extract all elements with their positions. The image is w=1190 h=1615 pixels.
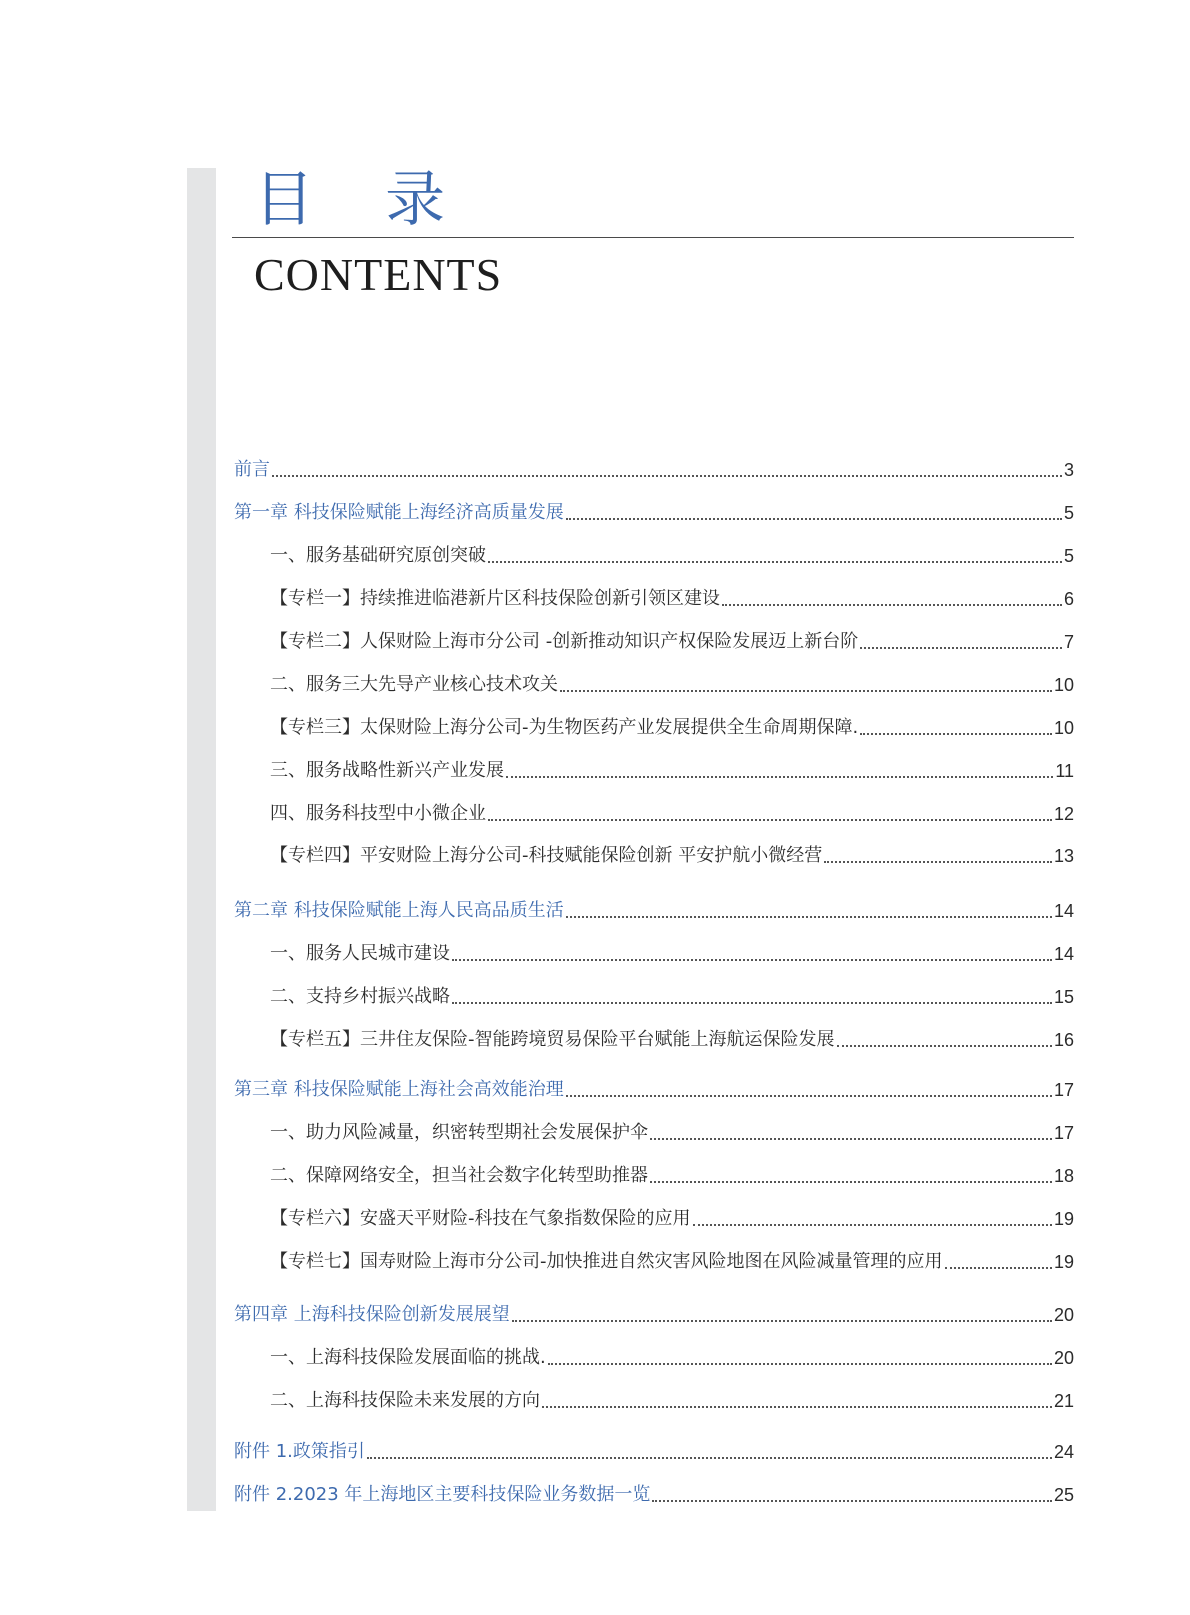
title-divider [232,237,1074,238]
toc-entry-label: 【专栏四】平安财险上海分公司-科技赋能保险创新 平安护航小微经营 [270,845,823,866]
toc-entry-label: 【专栏六】安盛天平财险-科技在气象指数保险的应用 [270,1208,691,1229]
page-title-cn: 目 录 [254,165,472,235]
toc-entry[interactable] [270,538,1074,568]
toc-entry[interactable] [270,1022,1074,1052]
toc-entry-label: 第一章 科技保险赋能上海经济高质量发展 [234,502,564,523]
toc-entry[interactable] [270,1201,1074,1231]
toc-dot-leader [542,1406,1052,1408]
toc-dot-leader [824,861,1052,863]
toc-entry-label: 第四章 上海科技保险创新发展展望 [234,1304,510,1325]
toc-dot-leader [506,776,1053,778]
toc-entry-label: 二、上海科技保险未来发展的方向 [270,1390,540,1411]
toc-dot-leader [452,1002,1052,1004]
toc-entry[interactable] [234,893,1074,923]
toc-dot-leader [650,1181,1052,1183]
toc-entry-label: 一、服务基础研究原创突破 [270,545,486,566]
toc-entry[interactable] [234,495,1074,525]
toc-entry-label: 附件 2.2023 年上海地区主要科技保险业务数据一览 [234,1484,651,1505]
toc-dot-leader [566,1095,1052,1097]
toc-page-number: 13 [1053,846,1074,866]
toc-entry[interactable] [270,581,1074,611]
toc-dot-leader [566,518,1062,520]
toc-entry-label: 二、服务三大先导产业核心技术攻关 [270,674,558,695]
toc-dot-leader [650,1138,1052,1140]
toc-page-number: 10 [1053,718,1074,738]
toc-page-number: 10 [1053,675,1074,695]
toc-entry-label: 第二章 科技保险赋能上海人民高品质生活 [234,900,564,921]
toc-page-number: 24 [1053,1442,1074,1462]
toc-dot-leader [548,1363,1052,1365]
toc-entry-label: 前言 [234,459,270,480]
toc-page-number: 19 [1053,1209,1074,1229]
toc-entry[interactable] [270,796,1074,826]
toc-dot-leader [488,561,1062,563]
toc-dot-leader [722,604,1062,606]
toc-page-number: 15 [1053,987,1074,1007]
toc-entry-label: 四、服务科技型中小微企业 [270,803,486,824]
toc-page-number: 5 [1063,546,1074,566]
toc-entry[interactable] [270,1244,1074,1274]
toc-page-number: 25 [1053,1485,1074,1505]
toc-page-number: 21 [1053,1391,1074,1411]
toc-entry-label: 第三章 科技保险赋能上海社会高效能治理 [234,1079,564,1100]
toc-entry-label: 【专栏五】三井住友保险-智能跨境贸易保险平台赋能上海航运保险发展 [270,1029,835,1050]
toc-entry[interactable] [270,838,1074,868]
toc-dot-leader [512,1320,1052,1322]
toc-entry[interactable] [234,452,1074,482]
toc-entry[interactable] [270,667,1074,697]
toc-entry[interactable] [270,936,1074,966]
toc-entry-label: 附件 1.政策指引 [234,1441,365,1462]
toc-entry-label: 【专栏七】国寿财险上海市分公司-加快推进自然灾害风险地图在风险减量管理的应用 [270,1251,943,1272]
toc-entry[interactable] [270,979,1074,1009]
toc-entry-label: 一、助力风险减量，织密转型期社会发展保护伞 [270,1122,648,1143]
toc-page-number: 17 [1053,1080,1074,1100]
toc-entry-label: 二、保障网络安全，担当社会数字化转型助推器 [270,1165,648,1186]
toc-entry[interactable] [270,1340,1074,1370]
toc-entry-label: 【专栏三】太保财险上海分公司-为生物医药产业发展提供全生命周期保障. [270,717,859,738]
toc-entry-label: 【专栏一】持续推进临港新片区科技保险创新引领区建设 [270,588,720,609]
toc-dot-leader [367,1457,1052,1459]
toc-dot-leader [488,819,1052,821]
toc-page-number: 14 [1053,901,1074,921]
toc-entry[interactable] [270,1115,1074,1145]
toc-dot-leader [272,475,1062,477]
side-decor-bar [187,168,216,1511]
toc-page-number: 12 [1053,804,1074,824]
toc-page-number: 20 [1053,1348,1074,1368]
toc-entry[interactable] [234,1477,1074,1507]
toc-dot-leader [860,733,1052,735]
page-title-en: CONTENTS [254,249,503,300]
toc-entry[interactable] [270,1383,1074,1413]
toc-dot-leader [560,690,1052,692]
toc-entry[interactable] [234,1072,1074,1102]
toc-dot-leader [693,1224,1052,1226]
toc-entry-label: 二、支持乡村振兴战略 [270,986,450,1007]
toc-entry[interactable] [270,753,1074,783]
toc-page-number: 16 [1053,1030,1074,1050]
toc-page-number: 20 [1053,1305,1074,1325]
toc-dot-leader [945,1267,1052,1269]
toc-entry-label: 一、上海科技保险发展面临的挑战. [270,1347,546,1368]
toc-entry[interactable] [270,710,1074,740]
toc-page-number: 5 [1063,503,1074,523]
toc-dot-leader [837,1045,1052,1047]
toc-entry[interactable] [234,1434,1074,1464]
toc-page-number: 17 [1053,1123,1074,1143]
toc-dot-leader [860,647,1062,649]
toc-dot-leader [652,1500,1052,1502]
toc-page-number: 3 [1063,460,1074,480]
toc-page-number: 19 [1053,1252,1074,1272]
toc-page-number: 6 [1063,589,1074,609]
toc-dot-leader [452,959,1052,961]
toc-page-number: 14 [1053,944,1074,964]
toc-dot-leader [566,916,1052,918]
toc-page-number: 11 [1055,761,1074,781]
toc-entry[interactable] [270,624,1074,654]
toc-entry-label: 【专栏二】人保财险上海市分公司 -创新推动知识产权保险发展迈上新台阶 [270,631,859,652]
toc-entry-label: 三、服务战略性新兴产业发展 [270,760,504,781]
toc-entry[interactable] [234,1297,1074,1327]
toc-entry[interactable] [270,1158,1074,1188]
toc-entry-label: 一、服务人民城市建设 [270,943,450,964]
toc-page-number: 7 [1063,632,1074,652]
toc-page-number: 18 [1053,1166,1074,1186]
